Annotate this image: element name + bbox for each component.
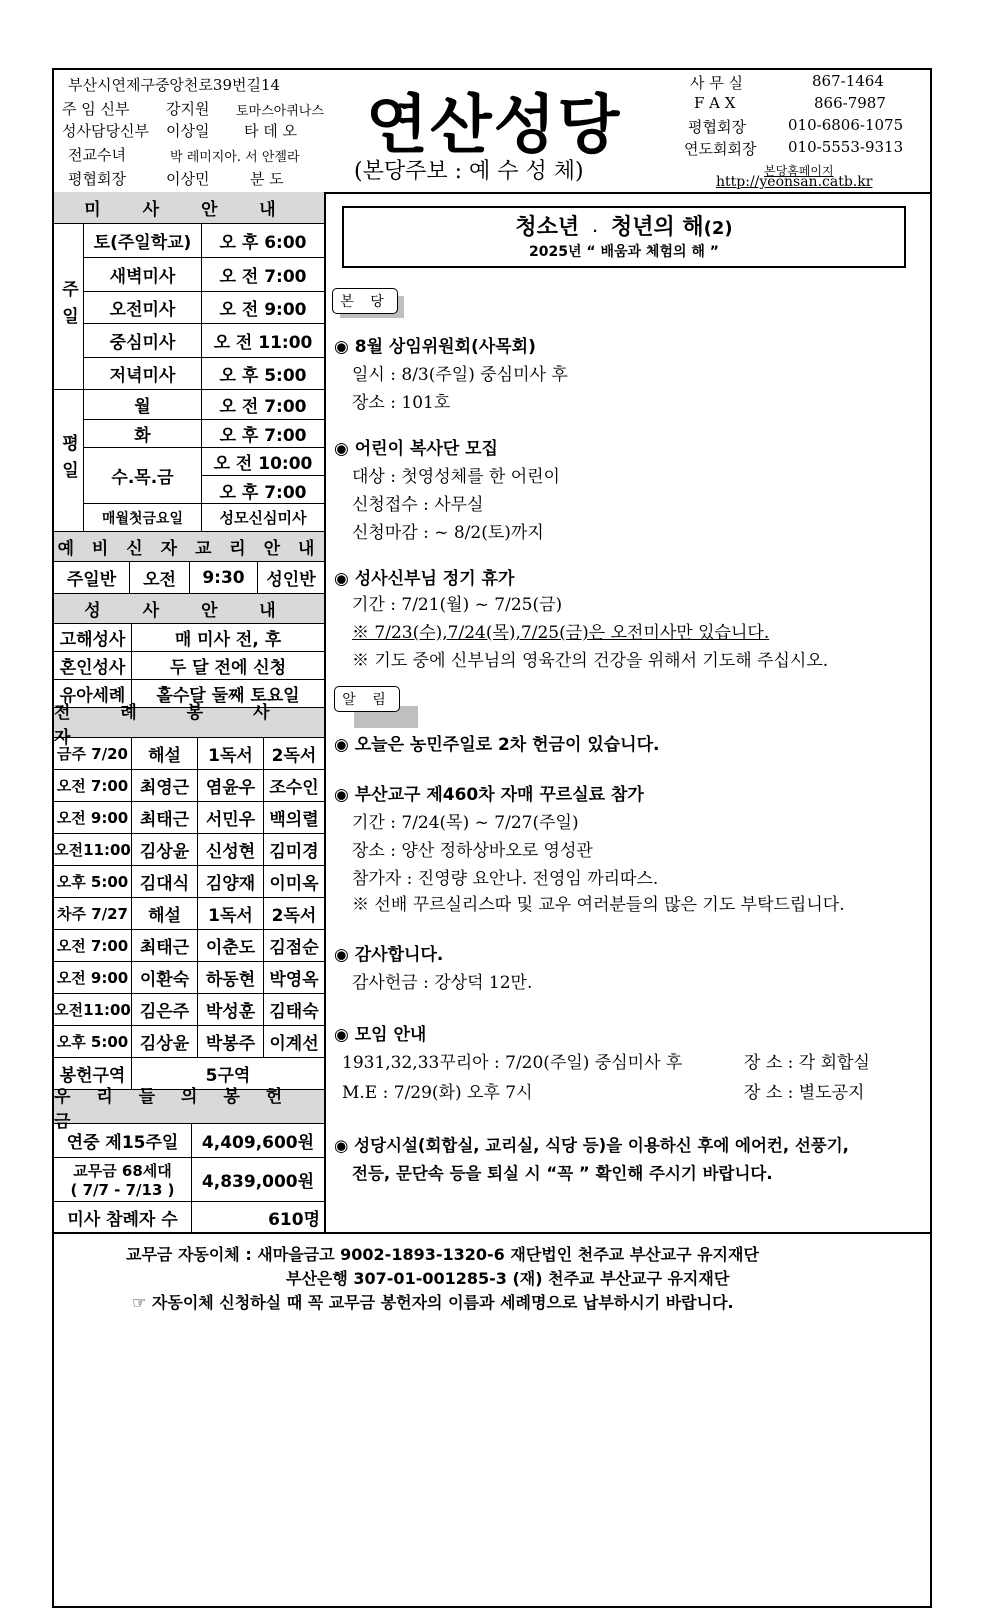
liturgy-row — [54, 962, 324, 994]
liturgy-row — [54, 898, 324, 930]
homepage-label: 본당홈페이지 — [764, 164, 834, 178]
sunday-mass-name: 새벽미사 — [84, 258, 202, 291]
pastor-name: 강지원 — [166, 100, 210, 118]
liturgy-cell: 김대식 — [132, 866, 198, 897]
notice-item-1: ◉ 오늘은 농민주일로 2차 헌금이 있습니다. — [334, 735, 660, 755]
sunday-mass-time: 오 전 7:00 — [219, 267, 307, 287]
offering-section-title: 우 리 들 의 봉 헌 금 — [54, 1090, 324, 1124]
banner-title-dot: . — [592, 221, 598, 235]
liturgy-cell: 서민우 — [198, 802, 264, 833]
liturgy-cell: 김상윤 — [132, 834, 198, 865]
liturgy-cell: 염윤우 — [198, 770, 264, 801]
weekday-name: 월 — [84, 390, 202, 419]
parish-subtitle: (본당주보 : 예 수 성 체) — [354, 159, 584, 184]
contact-value-yeondo: 010-5553-9313 — [788, 138, 904, 156]
weekday-row-mon — [84, 390, 324, 420]
contact-label-council: 평협회장 — [688, 118, 746, 136]
weekday-time: 오 전 7:00 — [219, 397, 307, 417]
liturgy-cell: 1독서 — [198, 738, 264, 769]
liturgy-cell: 2독서 — [271, 906, 317, 926]
sunday-mass-time: 오 전 9:00 — [219, 300, 307, 320]
weekday-row-wed-fri — [84, 448, 324, 504]
offering-row — [54, 1202, 324, 1232]
council-name: 이상민 — [166, 170, 210, 188]
weekday-row-tue — [84, 420, 324, 448]
sunday-mass-time: 오 전 11:00 — [213, 333, 313, 353]
sacrament-name: 유아세례 — [54, 680, 132, 707]
liturgy-cell: 최영근 — [132, 770, 198, 801]
notice-tag: 알 림 — [334, 686, 400, 712]
offering-value: 4,839,000원 — [201, 1172, 315, 1192]
parish-item-line: ※ 7/23(수),7/24(목),7/25(금)은 오전미사만 있습니다. — [352, 623, 770, 643]
liturgy-cell: 오전 7:00 — [54, 930, 132, 961]
catechumen-section-title: 예 비 신 자 교 리 안 내 — [54, 532, 324, 562]
nun-names: 박 레미지아. 서 안젤라 — [170, 150, 300, 165]
offering-period: ( 7/7 - 7/13 ) — [70, 1181, 175, 1199]
liturgy-cell: 김상윤 — [132, 1026, 198, 1057]
theme-banner — [342, 206, 906, 268]
assistant-role: 성사담당신부 — [62, 122, 149, 140]
sunday-mass-name: 중심미사 — [84, 324, 202, 357]
offering-name-box — [54, 1158, 192, 1201]
catechumen-period: 오전 — [130, 562, 190, 593]
liturgy-row — [54, 834, 324, 866]
liturgy-row — [54, 738, 324, 770]
banner-title-b: 청년의 해 — [611, 215, 704, 240]
liturgy-cell: 오전11:00 — [54, 834, 132, 865]
sacrament-row — [54, 624, 324, 652]
offering-name: 교무금 68세대 — [73, 1162, 172, 1180]
pastor-role: 주 임 신부 — [62, 100, 130, 118]
sacrament-value: 홀수달 둘째 토요일 — [156, 686, 300, 706]
liturgy-cell: 해설 — [132, 898, 198, 929]
liturgy-cell: 이계선 — [269, 1034, 319, 1054]
offering-area-value: 5구역 — [205, 1066, 251, 1086]
liturgy-row — [54, 770, 324, 802]
notice-item-2-heading: ◉ 부산교구 제460차 자매 꾸르실료 참가 — [334, 785, 644, 805]
liturgy-cell: 박봉주 — [198, 1026, 264, 1057]
weekday-row-first-friday — [84, 504, 324, 532]
liturgy-row — [54, 994, 324, 1026]
address: 부산시연제구중앙천로39번길14 — [68, 76, 281, 94]
catechumen-class: 주일반 — [54, 562, 130, 593]
parish-item-line: 신청접수 : 사무실 — [352, 495, 484, 515]
assistant-name: 이상일 — [166, 122, 210, 140]
liturgy-cell: 김태숙 — [269, 1002, 319, 1022]
council-baptism: 분 도 — [250, 170, 284, 188]
liturgy-cell: 조수인 — [269, 778, 319, 798]
sunday-mass-row — [84, 358, 324, 390]
sunday-mass-row — [84, 292, 324, 324]
sacrament-value: 매 미사 전, 후 — [174, 630, 282, 650]
banner-title — [344, 210, 904, 241]
weekday-time: 오 전 10:00 — [202, 448, 324, 476]
notice-item-4-heading: ◉ 모임 안내 — [334, 1025, 427, 1045]
meeting-right: 장 소 : 각 회합실 — [744, 1053, 870, 1073]
contact-value-office: 867-1464 — [812, 72, 884, 90]
meeting-left: M.E : 7/29(화) 오후 7시 — [342, 1083, 533, 1103]
offering-value: 610명 — [268, 1209, 320, 1230]
council-role: 평협회장 — [68, 170, 126, 188]
liturgy-row — [54, 1026, 324, 1058]
meeting-right: 장 소 : 별도공지 — [744, 1083, 865, 1103]
parish-tag: 본 당 — [332, 288, 398, 314]
sunday-mass-name: 저녁미사 — [84, 358, 202, 389]
notice-item-line: 기간 : 7/24(목) ~ 7/27(주일) — [352, 813, 579, 833]
catechumen-time: 9:30 — [190, 562, 258, 593]
homepage-url[interactable]: http://yeonsan.catb.kr — [716, 174, 873, 190]
liturgy-cell: 오전11:00 — [54, 994, 132, 1025]
liturgy-cell: 해설 — [132, 738, 198, 769]
liturgy-cell: 오전 7:00 — [54, 770, 132, 801]
offering-row — [54, 1158, 324, 1202]
liturgy-cell: 오후 5:00 — [54, 1026, 132, 1057]
liturgy-cell: 박성훈 — [198, 994, 264, 1025]
weekday-name: 매월첫금요일 — [84, 504, 202, 531]
notice-item-5-line1: ◉ 성당시설(회합실, 교리실, 식당 등)을 이용하신 후에 에어컨, 선풍기, — [334, 1136, 849, 1155]
footer-line-1: 교무금 자동이체 : 새마을금고 9002-1893-1320-6 재단법인 천주교 부산교구 유지재단 — [126, 1245, 759, 1264]
liturgy-row — [54, 930, 324, 962]
weekday-time: 오 후 7:00 — [219, 426, 307, 446]
parish-item-heading: ◉ 8월 상임위원회(사목회) — [334, 337, 536, 357]
liturgy-cell: 김은주 — [132, 994, 198, 1025]
sunday-label: 주일 — [54, 224, 84, 390]
catechumen-row — [54, 562, 324, 594]
parish-item-line: ※ 기도 중에 신부님의 영육간의 건강을 위해서 기도해 주십시오. — [352, 651, 829, 671]
liturgy-cell: 오전 9:00 — [54, 962, 132, 993]
sunday-mass-row — [84, 224, 324, 258]
liturgy-cell: 오전 9:00 — [54, 802, 132, 833]
contact-label-fax: F A X — [694, 94, 736, 112]
sunday-mass-row — [84, 258, 324, 292]
parish-item-line: 장소 : 101호 — [352, 393, 451, 413]
offering-area-label: 봉헌구역 — [54, 1058, 132, 1089]
weekday-time: 성모신심미사 — [219, 509, 307, 527]
liturgy-cell: 금주 7/20 — [54, 738, 132, 769]
sunday-mass-name: 오전미사 — [84, 292, 202, 323]
offering-row — [54, 1124, 324, 1158]
offering-name: 연중 제15주일 — [54, 1124, 192, 1157]
contact-value-council: 010-6806-1075 — [788, 116, 904, 134]
sacrament-name: 고해성사 — [54, 624, 132, 651]
liturgy-cell: 이미옥 — [269, 874, 319, 894]
meeting-left: 1931,32,33꾸리아 : 7/20(주일) 중심미사 후 — [342, 1053, 683, 1073]
header — [54, 70, 930, 194]
notice-item-3-heading: ◉ 감사합니다. — [334, 945, 444, 965]
notice-item-5-line2: 전등, 문단속 등을 퇴실 시 “꼭 ” 확인해 주시기 바랍니다. — [352, 1164, 773, 1183]
parish-item-heading: ◉ 어린이 복사단 모집 — [334, 439, 498, 459]
weekday-time-evening: 오 후 7:00 — [219, 482, 307, 503]
liturgy-cell: 박영옥 — [269, 970, 319, 990]
parish-item-heading: ◉ 성사신부님 정기 휴가 — [334, 569, 515, 589]
liturgy-cell: 김양재 — [198, 866, 264, 897]
contact-label-office: 사 무 실 — [690, 74, 744, 92]
liturgy-row — [54, 802, 324, 834]
sacrament-name: 혼인성사 — [54, 652, 132, 679]
sunday-mass-name: 토(주일학교) — [84, 224, 202, 257]
liturgy-cell: 2독서 — [271, 746, 317, 766]
liturgy-cell: 신성현 — [198, 834, 264, 865]
liturgy-section-title: 전 례 봉 사 자 — [54, 708, 324, 738]
sunday-mass-time: 오 후 5:00 — [219, 366, 307, 386]
offering-name: 미사 참례자 수 — [54, 1202, 192, 1232]
mass-section-title: 미 사 안 내 — [54, 192, 324, 224]
notice-item-line: 감사헌금 : 강상덕 12만. — [352, 973, 533, 993]
parish-title: 연산성당 — [366, 89, 622, 163]
banner-title-num: (2) — [703, 218, 733, 239]
footer-line-2: 부산은행 307-01-001285-3 (재) 천주교 부산교구 유지재단 — [286, 1269, 730, 1288]
offering-value: 4,409,600원 — [201, 1133, 315, 1153]
liturgy-cell: 이춘도 — [198, 930, 264, 961]
notice-item-line: 장소 : 양산 정하상바오로 영성관 — [352, 841, 593, 861]
notice-item-line: ※ 선배 꾸르실리스따 및 교우 여러분들의 많은 기도 부탁드립니다. — [352, 895, 845, 915]
assistant-baptism: 타 데 오 — [244, 122, 298, 140]
liturgy-cell: 차주 7/27 — [54, 898, 132, 929]
footer — [54, 1232, 930, 1610]
bulletin-page — [52, 68, 932, 1608]
weekday-name: 수.목.금 — [84, 448, 202, 503]
sacrament-value: 두 달 전에 신청 — [169, 658, 287, 678]
parish-item-line: 신청마감 : ~ 8/2(토)까지 — [352, 523, 544, 543]
liturgy-cell: 이환숙 — [132, 962, 198, 993]
sacrament-row — [54, 652, 324, 680]
sacrament-section-title: 성 사 안 내 — [54, 594, 324, 624]
parish-item-line: 대상 : 첫영성체를 한 어린이 — [352, 467, 560, 487]
footer-line-3: ☞ 자동이체 신청하실 때 꼭 교무금 봉헌자의 이름과 세례명으로 납부하시기 바랍니다. — [132, 1293, 734, 1312]
notice-item-line: 참가자 : 진영량 요안나. 전영임 까리따스. — [352, 869, 659, 889]
liturgy-cell: 김점순 — [269, 938, 319, 958]
liturgy-cell: 최태근 — [132, 802, 198, 833]
banner-sub: 2025년 “ 배움과 체험의 해 ” — [529, 244, 719, 260]
liturgy-cell: 1독서 — [198, 898, 264, 929]
parish-item-line: 기간 : 7/21(월) ~ 7/25(금) — [352, 595, 563, 615]
parish-item-line: 일시 : 8/3(주일) 중심미사 후 — [352, 365, 568, 385]
pastor-baptism: 토마스아퀴나스 — [236, 104, 324, 119]
contact-label-yeondo: 연도회회장 — [684, 140, 757, 158]
liturgy-cell: 최태근 — [132, 930, 198, 961]
catechumen-type: 성인반 — [266, 570, 316, 590]
left-column — [54, 192, 326, 1232]
liturgy-cell: 김미경 — [269, 842, 319, 862]
nun-role: 전교수녀 — [68, 146, 126, 164]
weekday-label: 평일 — [54, 390, 84, 532]
weekday-name: 화 — [84, 420, 202, 447]
liturgy-cell: 백의렬 — [269, 810, 319, 830]
banner-title-a: 청소년 — [515, 215, 580, 240]
sunday-mass-row — [84, 324, 324, 358]
liturgy-cell: 하동현 — [198, 962, 264, 993]
liturgy-row — [54, 866, 324, 898]
contact-value-fax: 866-7987 — [814, 94, 886, 112]
sunday-mass-time: 오 후 6:00 — [219, 233, 307, 253]
liturgy-cell: 오후 5:00 — [54, 866, 132, 897]
